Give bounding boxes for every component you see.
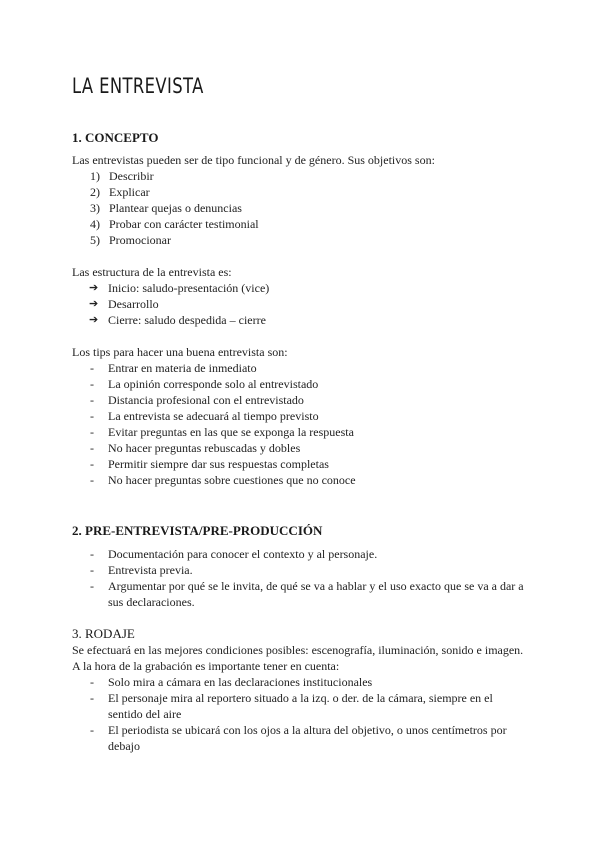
list-item-text: Evitar preguntas en las que se exponga la respuesta <box>108 425 354 439</box>
list-item <box>90 376 356 392</box>
list-number: 2) <box>90 185 100 199</box>
section-heading-concepto: 1. CONCEPTO <box>72 130 159 145</box>
dash-bullet: - <box>90 457 94 471</box>
list-item-text: El personaje mira al reportero situado a la izq. o der. de la cámara, siempre en el sentido del aire <box>108 691 493 721</box>
list-item <box>90 408 356 424</box>
dash-bullet: - <box>90 547 94 561</box>
dash-bullet: - <box>90 425 94 439</box>
list-item <box>89 312 269 328</box>
list-item <box>90 232 259 248</box>
list-item-text: El periodista se ubicará con los ojos a la altura del objetivo, o unos centímetros por debajo <box>108 723 507 753</box>
dash-bullet: - <box>90 441 94 455</box>
list-item-text: Entrevista previa. <box>108 563 193 577</box>
list-item <box>89 296 269 312</box>
preentrevista-list <box>90 546 530 610</box>
list-item <box>90 424 356 440</box>
arrow-icon: ➔ <box>89 282 99 294</box>
list-item-text: Solo mira a cámara en las declaraciones institucionales <box>108 675 373 689</box>
tips-list <box>90 360 356 488</box>
list-item-text: Distancia profesional con el entrevistado <box>108 393 304 407</box>
list-item-text: Desarrollo <box>108 297 159 311</box>
section-heading-preentrevista: 2. PRE-ENTREVISTA/PRE-PRODUCCIÓN <box>72 523 323 538</box>
dash-bullet: - <box>90 473 94 487</box>
arrow-icon: ➔ <box>89 314 99 326</box>
list-item-text: Explicar <box>109 185 150 199</box>
list-number: 1) <box>90 169 100 183</box>
list-item <box>90 690 530 722</box>
dash-bullet: - <box>90 361 94 375</box>
list-item <box>90 360 356 376</box>
list-item <box>90 674 530 690</box>
tips-intro: Los tips para hacer una buena entrevista son: <box>72 345 288 359</box>
list-number: 3) <box>90 201 100 215</box>
list-number: 5) <box>90 233 100 247</box>
objetivos-list <box>90 168 259 248</box>
page-title: LA ENTREVISTA <box>72 74 204 98</box>
list-item <box>90 472 356 488</box>
list-item <box>90 722 530 754</box>
list-item-text: Permitir siempre dar sus respuestas completas <box>108 457 329 471</box>
list-item-text: La opinión corresponde solo al entrevistado <box>108 377 319 391</box>
list-item-text: Entrar en materia de inmediato <box>108 361 257 375</box>
rodaje-list <box>90 674 530 754</box>
list-item-text: La entrevista se adecuará al tiempo previsto <box>108 409 319 423</box>
estructura-intro: Las estructura de la entrevista es: <box>72 265 232 279</box>
list-item-text: Documentación para conocer el contexto y al personaje. <box>108 547 378 561</box>
dash-bullet: - <box>90 563 94 577</box>
dash-bullet: - <box>90 675 94 689</box>
dash-bullet: - <box>90 723 94 737</box>
dash-bullet: - <box>90 409 94 423</box>
dash-bullet: - <box>90 377 94 391</box>
list-item-text: Plantear quejas o denuncias <box>109 201 242 215</box>
estructura-list <box>89 280 269 328</box>
list-item <box>90 456 356 472</box>
list-item <box>90 168 259 184</box>
list-item-text: Argumentar por qué se le invita, de qué se va a hablar y el uso exacto que se va a dar a sus declaraciones. <box>108 579 524 609</box>
list-item <box>90 392 356 408</box>
dash-bullet: - <box>90 691 94 705</box>
rodaje-line-2: A la hora de la grabación es importante tener en cuenta: <box>72 659 340 673</box>
list-item-text: Describir <box>109 169 154 183</box>
list-item <box>90 562 530 578</box>
list-item <box>89 280 269 296</box>
list-item <box>90 216 259 232</box>
list-item-text: Probar con carácter testimonial <box>109 217 259 231</box>
list-item <box>90 200 259 216</box>
arrow-icon: ➔ <box>89 298 99 310</box>
list-item <box>90 578 530 610</box>
list-item-text: No hacer preguntas sobre cuestiones que no conoce <box>108 473 356 487</box>
list-item-text: Promocionar <box>109 233 171 247</box>
list-item-text: Inicio: saludo-presentación (vice) <box>108 281 270 295</box>
list-item <box>90 184 259 200</box>
list-item <box>90 546 530 562</box>
concepto-intro: Las entrevistas pueden ser de tipo funcional y de género. Sus objetivos son: <box>72 153 435 167</box>
list-number: 4) <box>90 217 100 231</box>
list-item <box>90 440 356 456</box>
list-item-text: No hacer preguntas rebuscadas y dobles <box>108 441 301 455</box>
section-heading-rodaje: 3. RODAJE <box>72 626 135 641</box>
dash-bullet: - <box>90 393 94 407</box>
dash-bullet: - <box>90 579 94 593</box>
rodaje-line-1: Se efectuará en las mejores condiciones posibles: escenografía, iluminación, sonido e imagen. <box>72 643 524 657</box>
list-item-text: Cierre: saludo despedida – cierre <box>108 313 266 327</box>
